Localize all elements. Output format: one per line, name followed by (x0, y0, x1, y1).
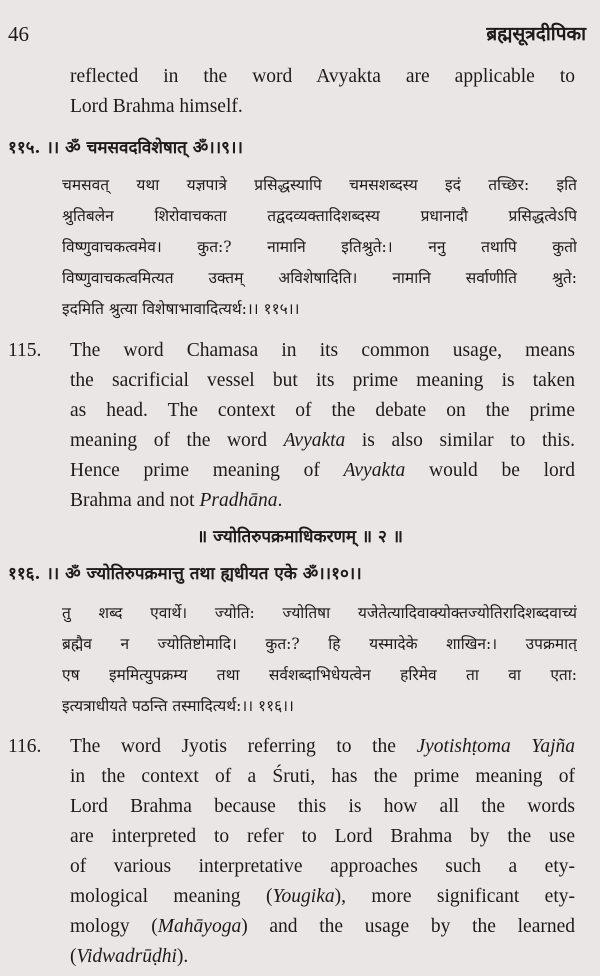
commentary-116 (62, 598, 577, 722)
text-line: एष इममित्युपक्रम्य तथा सर्वशब्दाभिधेयत्वेन हरिमेव ता वा एता: (62, 666, 577, 684)
translation-116 (70, 732, 575, 972)
paragraph-number-115: 115. (8, 340, 42, 361)
text-line: as head. The context of the debate on the prime (70, 400, 575, 421)
text-line: reflected in the word Avyakta are applicable to (70, 66, 575, 87)
page-number: 46 (8, 22, 29, 46)
intro-paragraph (70, 62, 575, 122)
text-line: of various interpretative approaches such a ety- (70, 856, 575, 877)
text-line: श्रुतिबलेन शिरोवाचकता तद्वदव्यक्तादिशब्दस्य प्रधानादौ प्रसिद्धत्वेऽपि (62, 207, 577, 225)
text-line: विष्णुवाचकत्वमेव। कुत:? नामानि इतिश्रुते:। ननु तथापि कुतो (62, 238, 577, 256)
commentary-115 (62, 170, 577, 325)
text-line: meaning of the word Avyakta is also similar to this. (70, 430, 575, 451)
paragraph-number-116: 116. (8, 736, 42, 757)
text-line: Lord Brahma himself. (70, 96, 243, 117)
text-line: चमसवत् यथा यज्ञपात्रे प्रसिद्धस्यापि चमसशब्दस्य इदं तच्छिर: इति (62, 176, 577, 194)
translation-115 (70, 336, 575, 516)
adhikarana-heading: ॥ ज्योतिरुपक्रमाधिकरणम् ॥ २ ॥ (197, 527, 403, 547)
text-line: तु शब्द एवार्थे। ज्योति: ज्योतिषा यजेतेत्यादिवाक्योक्तज्योतिरादिशब्दवाच्यं (62, 604, 577, 622)
text-line: Brahma and not Pradhāna. (70, 490, 283, 511)
text-line: are interpreted to refer to Lord Brahma by the use (70, 826, 575, 847)
text-line: Lord Brahma because this is how all the words (70, 796, 575, 817)
text-line: विष्णुवाचकत्वमित्यत उक्तम् अविशेषादिति। नामानि सर्वाणीति श्रुते: (62, 269, 577, 287)
text-line: इत्यत्राधीयते पठन्ति तस्मादित्यर्थ:।। ११६।। (62, 697, 294, 715)
sutra-115: ११५. ।। ॐ चमसवदविशेषात् ॐ।।९।। (8, 138, 243, 158)
text-line: in the context of a Śruti, has the prime meaning of (70, 766, 575, 787)
text-line: mology (Mahāyoga) and the usage by the learned (70, 916, 575, 937)
text-line: mological meaning (Yougika), more significant ety- (70, 886, 575, 907)
text-line: The word Chamasa in its common usage, means (70, 340, 575, 361)
text-line: the sacrificial vessel but its prime meaning is taken (70, 370, 575, 391)
text-line: Hence prime meaning of Avyakta would be lord (70, 460, 575, 481)
text-line: ब्रह्मैव न ज्योतिष्टोमादि। कुत:? हि यस्मादेके शाखिन:। उपक्रमात् (62, 635, 577, 653)
text-line: (Vidwadrūḍhi). (70, 946, 189, 967)
text-line: The word Jyotis referring to the Jyotishṭoma Yajña (70, 736, 575, 757)
running-title: ब्रह्मसूत्रदीपिका (486, 23, 586, 45)
sutra-116: ११६. ।। ॐ ज्योतिरुपक्रमात्तु तथा ह्यधीयत एके ॐ।।१०।। (8, 564, 362, 584)
text-line: इदमिति श्रुत्या विशेषाभावादित्यर्थ:।। ११५।। (62, 300, 300, 318)
